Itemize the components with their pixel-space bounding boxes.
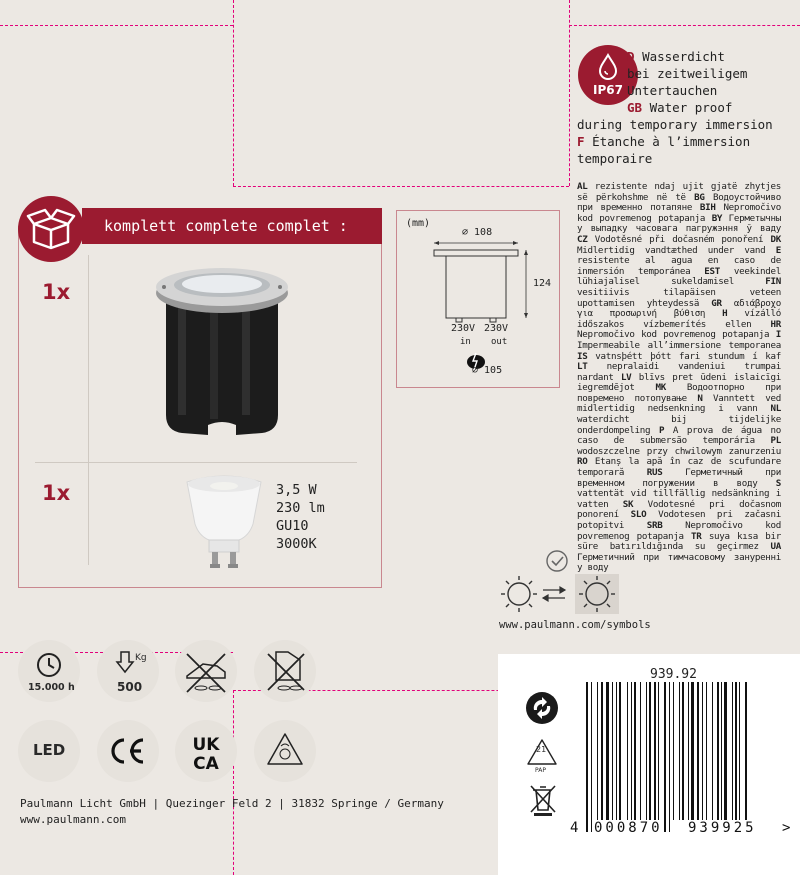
- dimension-diameter: ⌀ 108: [462, 227, 493, 238]
- svg-text:UK: UK: [192, 735, 220, 755]
- waterproof-gb-2: during temporary immersion: [577, 117, 773, 132]
- lang-code: H: [722, 308, 728, 320]
- lang-text: vatnsþétt þótt fari stundum í kaf: [587, 350, 781, 362]
- barcode-bar: [664, 682, 666, 832]
- barcode-bar: [606, 682, 609, 820]
- led-icon: LED: [33, 741, 66, 759]
- trim-line: [233, 0, 234, 186]
- lang-code-d: D: [627, 49, 635, 64]
- barcode-bar: [601, 682, 603, 820]
- lang-code-f: F: [577, 134, 585, 149]
- lang-code: BIH: [699, 202, 716, 214]
- barcode-bar: [597, 682, 598, 820]
- barcode-bar: [619, 682, 621, 820]
- recycling-code: 21: [536, 745, 547, 754]
- barcode-bar: [739, 682, 740, 832]
- lang-code: BY: [711, 212, 723, 224]
- feature-led: [18, 720, 80, 782]
- lang-text: vattentät vid tillfällig nedsänkning i vatten: [577, 488, 781, 510]
- weight-label: 500: [117, 680, 143, 694]
- package-icon: [18, 196, 84, 262]
- lang-code: N: [697, 392, 703, 404]
- lang-code: HR: [770, 318, 781, 330]
- barcode-bar: [697, 682, 699, 820]
- lang-text: veekindel lühiajalisel sukeldamisel: [577, 265, 781, 288]
- waterproof-text: [577, 48, 797, 167]
- barcode-bar: [702, 682, 703, 820]
- light-comparison-icon: [497, 548, 627, 616]
- lang-text: waterdicht bij tijdelijke onderdompeling: [577, 414, 781, 436]
- lang-code: CZ: [577, 233, 588, 245]
- item-quantity: 1x: [42, 481, 71, 505]
- svg-text:CA: CA: [193, 754, 219, 774]
- feature-protection: [254, 720, 316, 782]
- barcode-group-1: 000870: [594, 820, 663, 836]
- lang-text: Герметычны у выпадку часовага пагружэння ў ваду: [577, 212, 781, 235]
- lang-code: FIN: [765, 276, 781, 288]
- weight-unit: Kg: [135, 653, 147, 663]
- lang-text: nepralaidi vandeniui trumpai nardant: [577, 361, 781, 383]
- contents-banner: komplett complete complet :: [82, 208, 382, 244]
- lang-text: Nepromočivo kod povremenog potapanja: [577, 520, 781, 542]
- output-label: out: [491, 337, 508, 347]
- ean-barcode: [498, 654, 800, 875]
- waterproof-de-3: Untertauchen: [627, 83, 718, 98]
- lang-code: SRB: [646, 520, 663, 531]
- feature-ce: [97, 720, 159, 782]
- item-quantity: 1x: [42, 280, 71, 304]
- lang-text: Водоотпорно при повремено потопување: [577, 382, 782, 404]
- barcode-bar: [586, 682, 588, 832]
- lang-text: Nepromočivo kod povremenog potapanja: [577, 202, 781, 224]
- load-diameter: ⌀ 105: [472, 365, 503, 376]
- box-badge: [18, 196, 84, 262]
- barcode-bar: [616, 682, 617, 820]
- waterproof-de-1: Wasserdicht: [642, 49, 725, 64]
- barcode-bar: [691, 682, 694, 820]
- lang-code: RUS: [646, 467, 663, 479]
- trim-line: [569, 25, 800, 26]
- barcode-bar: [654, 682, 656, 820]
- symbols-url[interactable]: www.paulmann.com/symbols: [499, 619, 651, 631]
- input-label: in: [460, 337, 471, 347]
- waterproof-f-2: temporaire: [577, 151, 653, 166]
- barcode-bar: [646, 682, 647, 820]
- lang-code: P: [658, 424, 665, 436]
- no-walk-over-icon: [175, 640, 237, 702]
- lang-text: Vodotesen pri začasni potopitvi: [577, 509, 781, 531]
- manufacturer-address: Paulmann Licht GmbH | Quezinger Feld 2 | 31832 Springe / Germany: [20, 797, 444, 810]
- waterproof-de-2: bei zeitweiligem: [627, 66, 748, 81]
- lang-code: BG: [694, 191, 705, 203]
- lang-text: Midlertidig vandtæthed under vand: [577, 244, 776, 256]
- dimension-height: 124: [533, 278, 552, 289]
- lang-text: blīvs pret ūdeni islaicīgi iegremdējot: [577, 371, 781, 394]
- barcode-bar: [631, 682, 632, 820]
- fixture-housing-image: [150, 265, 295, 445]
- barcode-bar: [745, 682, 747, 832]
- barcode-bar: [724, 682, 727, 820]
- output-voltage: 230V: [484, 323, 509, 334]
- lang-text: Герметичний при тимчасовому зануренні у воду: [577, 551, 781, 574]
- protection-icon: [254, 720, 316, 782]
- barcode-group-2: 939925: [688, 820, 757, 836]
- barcode-bar: [679, 682, 680, 820]
- barcode-bar: [669, 682, 670, 832]
- feature-no-drive-over: [254, 640, 316, 702]
- feature-no-walk-over: [175, 640, 237, 702]
- lang-text: Водоустойчиво при временно потапяне: [577, 191, 781, 214]
- barcode-bar: [673, 682, 674, 820]
- lang-text: vízálló időszakos vízbemerítés ellen: [577, 308, 782, 330]
- article-number: 939.92: [650, 667, 697, 682]
- feature-ukca: [175, 720, 237, 782]
- website-link[interactable]: www.paulmann.com: [20, 813, 126, 826]
- lang-text: Vanntett ved midlertidig nedsenkning i vann: [577, 392, 781, 415]
- trim-line: [569, 0, 570, 186]
- lang-code: DK: [770, 233, 781, 245]
- lang-code: UA: [770, 541, 781, 553]
- lang-text: Etanș la apă în caz de scufundare temporară: [577, 456, 781, 479]
- lang-text: Nepromočivo kod povremenog potapanja: [577, 329, 776, 341]
- trim-line: [233, 690, 234, 875]
- lang-text: vesitiivis tilapäisen veteen upottamisen yhteydessä: [577, 286, 781, 309]
- barcode-end-marker: >: [782, 820, 791, 836]
- spec-lumen: 230 lm: [276, 500, 325, 516]
- lang-text: rezistente ndaj ujit gjatë zhytjes së përkohshme në të: [577, 181, 781, 203]
- ce-mark-icon: [97, 720, 159, 782]
- lifetime-label: 15.000 h: [28, 682, 75, 693]
- trim-line: [233, 186, 569, 187]
- lang-text: wodoszczelne przy chwilowym zanurzeniu: [577, 445, 781, 457]
- barcode-bar: [721, 682, 722, 820]
- divider: [88, 255, 89, 565]
- lang-code: RO: [577, 456, 588, 468]
- barcode-bar: [717, 682, 719, 820]
- lang-text: Герметичный при временном погружении в воду: [577, 467, 781, 489]
- barcode-bar: [732, 682, 733, 820]
- barcode-bar: [712, 682, 713, 820]
- recycling-label: PAP: [535, 767, 546, 774]
- lang-code: GR: [711, 297, 722, 309]
- lang-text: Vodotěsné při dočasném ponoření: [587, 233, 771, 245]
- lang-code: TR: [691, 530, 702, 542]
- bulb-specs: [276, 481, 325, 553]
- trim-line: [0, 25, 233, 26]
- barcode-panel: [498, 654, 800, 875]
- barcode-bar: [634, 682, 636, 820]
- lang-code: EST: [704, 265, 720, 277]
- ukca-mark-icon: [175, 720, 237, 782]
- lang-text: A prova de água no caso de submersão temporária: [577, 424, 781, 447]
- lang-code: E: [775, 244, 781, 256]
- barcode-bar: [688, 682, 689, 820]
- barcode-bar: [612, 682, 613, 820]
- lang-text: resistente al agua en caso de inmersión temporánea: [577, 255, 781, 277]
- lang-code: I: [775, 329, 781, 341]
- no-drive-over-icon: [254, 640, 316, 702]
- lang-text: Impermeabile all’immersione temporanea: [577, 339, 781, 351]
- multilanguage-paragraph: [577, 182, 781, 574]
- lang-code-gb: GB: [627, 100, 643, 115]
- barcode-bar: [649, 682, 651, 820]
- spec-color-temperature: 3000K: [276, 536, 317, 552]
- barcode-bar: [591, 682, 592, 832]
- barcode-bar: [627, 682, 628, 820]
- barcode-bar: [658, 682, 659, 820]
- gu10-bulb-image: [183, 474, 265, 574]
- lang-text: Vodotesné pri dočasnom ponorení: [577, 498, 781, 521]
- lang-text: αδιάβροχο για προσωρινή βύθιση: [577, 297, 781, 320]
- barcode-first-digit: 4: [570, 820, 579, 836]
- ip-rating: IP67: [593, 83, 623, 97]
- lang-text: suya kısa bir süre batırıldığında su geçirmez: [577, 530, 781, 553]
- barcode-bar: [706, 682, 707, 820]
- lang-code: MK: [655, 382, 666, 394]
- lang-code: PL: [770, 435, 781, 447]
- waterproof-f-1: Étanche à l’immersion: [592, 134, 751, 149]
- feature-clock: [18, 640, 80, 702]
- lang-code: AL: [577, 181, 588, 192]
- barcode-bar: [640, 682, 641, 820]
- lang-code: IS: [577, 350, 588, 362]
- input-voltage: 230V: [451, 323, 476, 334]
- spec-wattage: 3,5 W: [276, 482, 317, 498]
- dimension-unit: (mm): [406, 218, 431, 229]
- spec-socket: GU10: [276, 518, 309, 534]
- lang-code: NL: [770, 403, 781, 415]
- feature-weight: [97, 640, 159, 702]
- lang-code: S: [775, 477, 781, 489]
- lang-code: LT: [577, 361, 588, 373]
- barcode-bar: [735, 682, 737, 820]
- lang-code: LV: [620, 371, 632, 383]
- divider: [35, 462, 357, 463]
- lang-code: SK: [622, 498, 634, 510]
- barcode-bar: [682, 682, 684, 820]
- lang-code: SLO: [630, 509, 647, 521]
- waterproof-gb-1: Water proof: [649, 100, 733, 115]
